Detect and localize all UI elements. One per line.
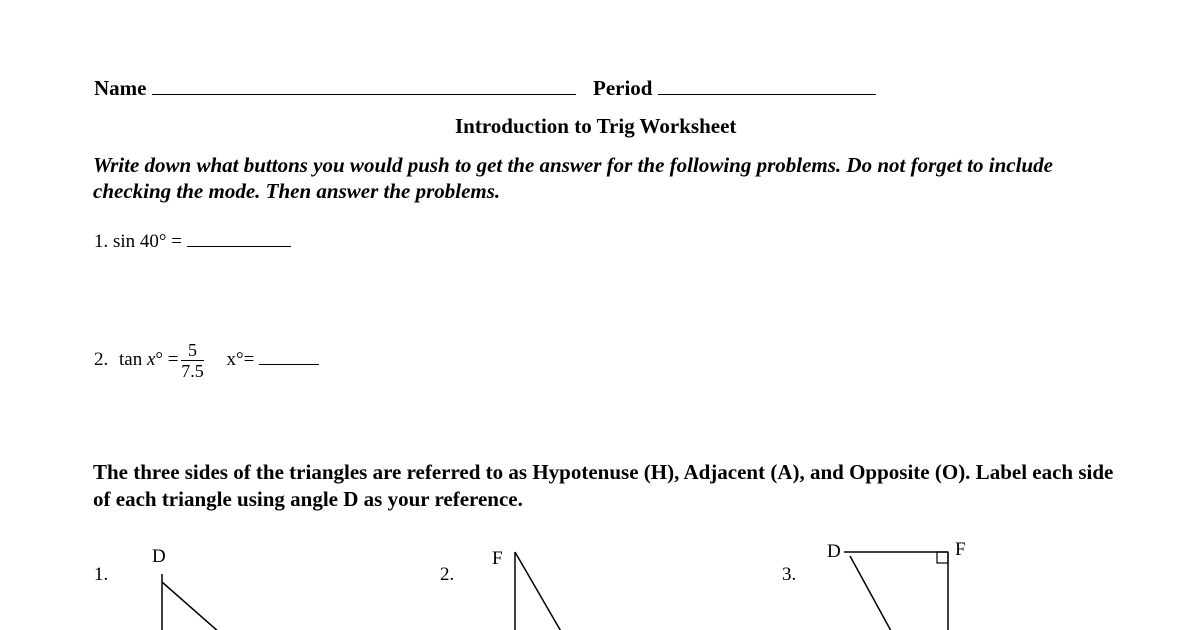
- problem-1-number: 1.: [94, 231, 109, 252]
- worksheet-title: Introduction to Trig Worksheet: [455, 114, 737, 138]
- triangle-2-vertex-label: F: [492, 548, 503, 569]
- fraction-numerator: 5: [181, 340, 204, 361]
- problem-2-variable: x: [146, 348, 156, 370]
- triangle-3-number: 3.: [782, 564, 797, 585]
- fraction-denominator: 7.5: [181, 361, 204, 381]
- triangle-3-vertex-label-d: D: [827, 541, 841, 562]
- triangle-1-vertex-label: D: [152, 546, 166, 567]
- problem-2-prefix: tan: [119, 348, 147, 370]
- period-label: Period: [593, 76, 653, 100]
- section-2-text: The three sides of the triangles are referred to as Hypotenuse (H), Adjacent (A), and Opposite (O). Label each side of each triangle using angle D as your reference.: [93, 460, 1114, 511]
- problem-2-answer-label: x°=: [226, 348, 255, 370]
- right-angle-marker: [937, 552, 948, 563]
- name-label: Name: [94, 76, 147, 100]
- problem-1-expression: sin 40° =: [113, 231, 182, 252]
- triangle-2-number: 2.: [440, 564, 455, 585]
- triangle-3-vertex-label-f: F: [955, 539, 966, 560]
- problem-2-suffix: ° =: [155, 348, 179, 370]
- problem-2-number: 2.: [94, 348, 109, 370]
- instructions: Write down what buttons you would push to get the answer for the following problems. Do not forget to include checking the mode. Then answer the problems.: [93, 153, 1053, 203]
- triangle-1-number: 1.: [94, 564, 109, 585]
